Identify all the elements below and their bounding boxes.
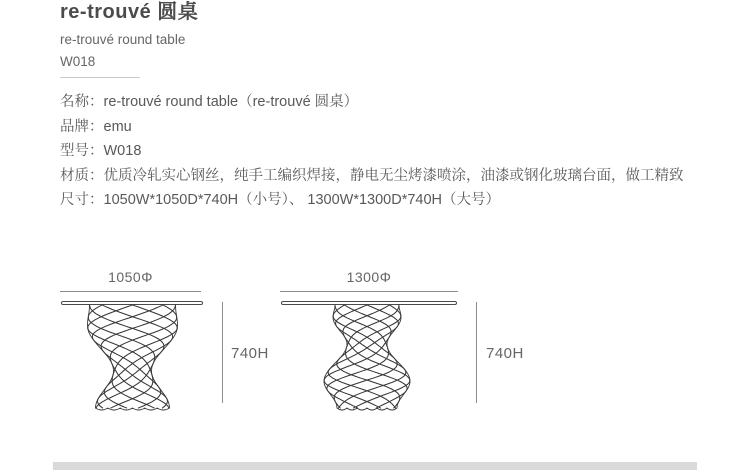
spec-list [60, 90, 700, 213]
model-code: W018 [60, 54, 96, 69]
diameter-label-small: 1050Φ [108, 269, 153, 285]
diameter-label-large: 1300Φ [346, 269, 392, 285]
spec-line-brand: 品牌：emu [60, 118, 132, 135]
height-label-small: 740H [231, 345, 269, 362]
page-title: re-trouvé 圆桌 [60, 1, 199, 23]
table-drawing-large [281, 301, 457, 413]
diameter-dim-line-large [280, 291, 458, 292]
height-dim-line-small [222, 302, 223, 403]
divider [60, 77, 140, 78]
spec-line-size: 尺寸：1050W*1050D*740H（小号）、 1300W*1300D*740H（大号） [60, 192, 501, 208]
tabletop-small [62, 302, 203, 305]
height-label-large: 740H [486, 345, 524, 362]
table-drawing-small [61, 301, 203, 413]
diameter-dim-line-small [60, 291, 201, 292]
spec-line-model: 型号：W018 [60, 143, 142, 159]
height-dim-line-large [476, 302, 477, 403]
bottom-bar [53, 462, 697, 470]
page-subtitle: re-trouvé round table [60, 32, 186, 47]
spec-line-material: 材质：优质冷轧实心钢丝，纯手工编织焊接，静电无尘烤漆喷涂，油漆或钢化玻璃台面，做工精致 [60, 167, 684, 184]
spec-line-name: 名称：re-trouvé round table（re-trouvé 圆桌） [60, 94, 359, 110]
tabletop-large [282, 302, 457, 305]
